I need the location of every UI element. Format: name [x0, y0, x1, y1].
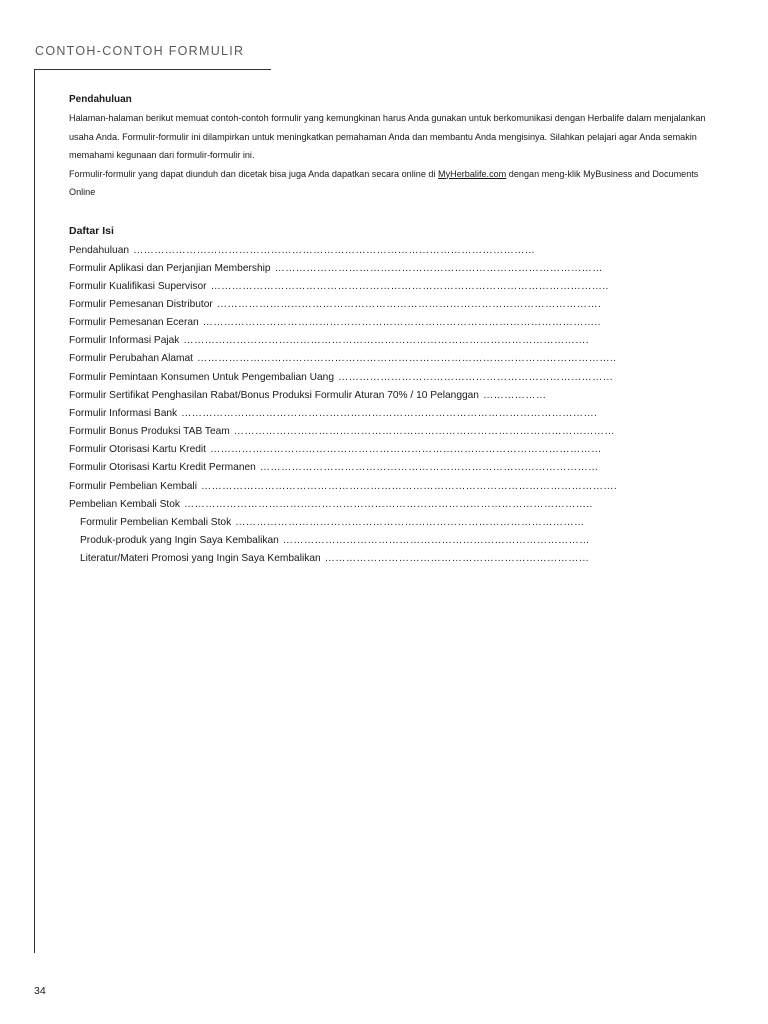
toc-leader-dots: ……………………………………………………………………………………………….	[216, 298, 602, 310]
toc-item[interactable]	[69, 459, 641, 477]
toc-item-label: Pembelian Kembali Stok	[69, 498, 180, 510]
toc-subitem[interactable]	[69, 550, 641, 568]
intro-heading: Pendahuluan	[69, 94, 132, 105]
intro-paragraph-2-before: Formulir-formulir yang dapat diunduh dan dicetak bisa juga Anda dapatkan secara online di	[69, 168, 439, 179]
header-rule	[34, 69, 271, 70]
toc-item[interactable]	[69, 278, 641, 296]
toc-leader-dots: ……………………………………………………………………………………………………	[133, 244, 536, 256]
toc-item-label: Formulir Otorisasi Kartu Kredit Permanen	[69, 462, 256, 474]
toc-item[interactable]	[69, 387, 641, 405]
toc-item-label: Formulir Aplikasi dan Perjanjian Membership	[69, 262, 271, 274]
toc-item-label: Formulir Informasi Bank	[69, 407, 178, 419]
toc-item[interactable]	[69, 350, 641, 368]
toc-leader-dots: ……………………………………………………………………	[338, 371, 614, 383]
toc-item-label: Formulir Pemintaan Konsumen Untuk Pengembalian Uang	[69, 371, 335, 383]
toc-item-label: Formulir Kualifikasi Supervisor	[69, 280, 207, 292]
toc-leader-dots: ……………………………………………………………………………………………………..	[184, 498, 593, 510]
toc-leader-dots: …………………………………………………………………………………………………..	[202, 317, 601, 329]
intro-paragraph-2	[69, 165, 709, 202]
toc-leader-dots: …………………………………………………………………	[324, 553, 590, 565]
toc-item[interactable]	[69, 496, 641, 514]
toc-subitem[interactable]	[69, 532, 641, 550]
toc-item[interactable]	[69, 296, 641, 314]
toc-leader-dots: …………………………………………………………………………………	[274, 262, 603, 274]
toc-item[interactable]	[69, 441, 641, 459]
toc-item-label: Pendahuluan	[69, 244, 130, 256]
toc-item-label: Formulir Perubahan Alamat	[69, 353, 194, 365]
toc-leader-dots: …………………………………………………………………………………………………..	[210, 280, 609, 292]
toc-leader-dots: ……………………………………………………………………………	[282, 535, 590, 546]
toc-item-label: Formulir Pembelian Kembali Stok	[80, 516, 232, 528]
toc-item-label: Formulir Pemesanan Distributor	[69, 298, 213, 310]
toc-subitem[interactable]	[69, 514, 641, 532]
toc-leader-dots: ………………………………………………………………………………………………	[233, 426, 615, 438]
toc-item[interactable]	[69, 314, 641, 332]
toc-item[interactable]	[69, 260, 641, 278]
toc-item[interactable]	[69, 405, 641, 423]
toc-leader-dots: ………………………………………………………………………………………………………..	[197, 353, 617, 365]
toc-item[interactable]	[69, 369, 641, 387]
toc-leader-dots: ……………………………………………………………………………………………………….	[200, 480, 618, 492]
page-number: 34	[34, 985, 46, 997]
toc-leader-dots: …………………………………………………………………………………………………….	[183, 335, 589, 347]
section-title: CONTOH-CONTOH FORMULIR	[35, 44, 245, 58]
toc-leader-dots: ……………………………………………………………………………………………………….	[181, 407, 598, 419]
toc-item-label: Formulir Pembelian Kembali	[69, 480, 197, 492]
toc-item[interactable]	[69, 423, 641, 441]
toc-list	[69, 242, 709, 569]
toc-item[interactable]	[69, 478, 641, 496]
intro-paragraph-2-after: dengan meng-klik MyBusiness and Documents Online	[69, 168, 699, 197]
intro-paragraph-1: Halaman-halaman berikut memuat contoh-contoh formulir yang kemungkinan harus Anda gunakan untuk berkomunikasi dengan Herbalife dalam menjalankan usaha Anda. Formulir-formulir ini dilampirkan untuk meningkatkan pemahaman Anda dan membantu Anda mengisinya. Silahkan pelajari agar Anda semakin memahami kegunaan dari formulir-formulir ini.	[69, 113, 706, 160]
toc-item-label: Formulir Sertifikat Penghasilan Rabat/Bonus Produksi Formulir Aturan 70% / 10 Pelanggan	[69, 389, 479, 401]
page-content	[69, 93, 709, 568]
myherbalife-link[interactable]: MyHerbalife.com	[438, 168, 507, 179]
toc-item[interactable]	[69, 332, 641, 350]
toc-item-label: Formulir Informasi Pajak	[69, 335, 180, 347]
toc-leader-dots: ………………………………………………………………………………………	[235, 516, 585, 528]
toc-item-label: Formulir Otorisasi Kartu Kredit	[69, 444, 206, 456]
toc-item[interactable]	[69, 242, 641, 260]
toc-heading: Daftar Isi	[69, 224, 114, 237]
toc-leader-dots: ……………………………………………………………………………………	[259, 462, 599, 474]
toc-leader-dots: ………………	[482, 389, 547, 401]
toc-leader-dots: …………………………………………………………………………………………………	[210, 444, 602, 456]
toc-item-label: Formulir Pemesanan Eceran	[69, 317, 199, 329]
toc-item-label: Produk-produk yang Ingin Saya Kembalikan	[80, 535, 279, 546]
toc-item-label: Formulir Bonus Produksi TAB Team	[69, 426, 230, 438]
toc-item-label: Literatur/Materi Promosi yang Ingin Saya Kembalikan	[80, 553, 321, 565]
left-margin-rule	[34, 69, 35, 953]
